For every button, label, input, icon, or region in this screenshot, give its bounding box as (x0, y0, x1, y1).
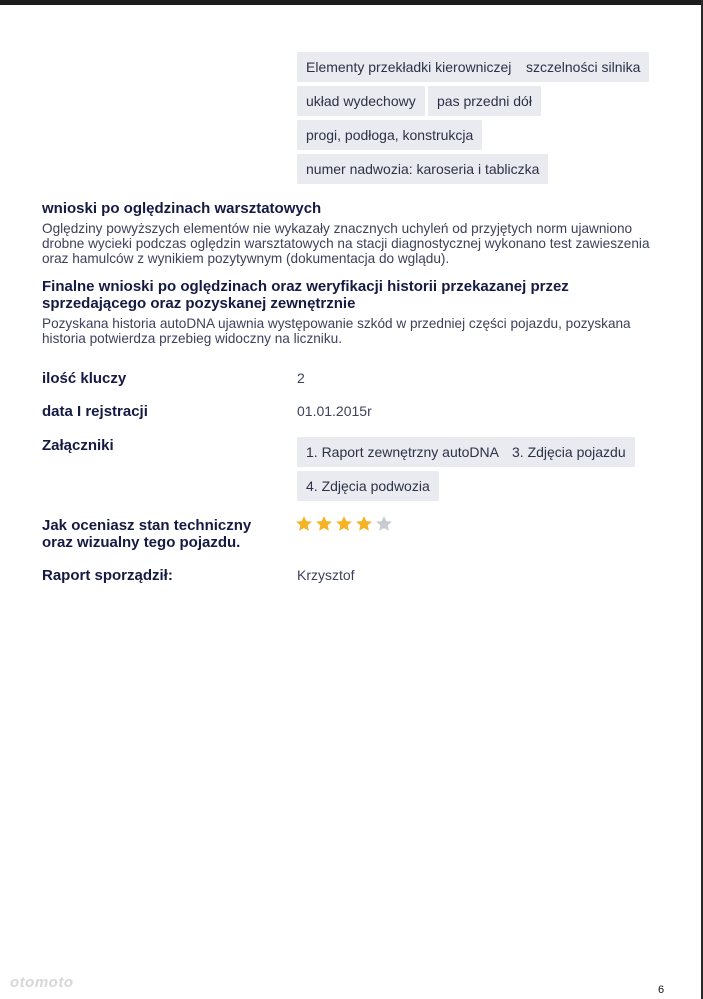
tag-vin-body-plate: numer nadwozia: karoseria i tabliczka (297, 154, 548, 184)
attachment-vehicle-photos[interactable]: 3. Zdjęcia pojazdu (503, 437, 635, 467)
tag-exhaust-system: układ wydechowy (297, 86, 425, 116)
top-border (0, 0, 703, 5)
final-conclusions-text: Pozyskana historia autoDNA ujawnia występowanie szkód w przedniej części pojazdu, pozyskana historia potwierdza przebieg widoczny na liczniku. (42, 316, 631, 346)
keys-value: 2 (297, 370, 305, 386)
keys-label: ilość kluczy (42, 370, 127, 387)
star-filled-icon[interactable] (315, 515, 333, 533)
attachments-label: Załączniki (42, 437, 114, 454)
tag-steering-gear: Elementy przekładki kierowniczej (297, 52, 520, 82)
tag-front-lower-belt: pas przedni dół (428, 86, 541, 116)
star-filled-icon[interactable] (295, 515, 313, 533)
workshop-conclusions-title: wnioski po oględzinach warsztatowych (42, 200, 322, 217)
star-filled-icon[interactable] (335, 515, 353, 533)
workshop-conclusions-text: Oględziny powyższych elementów nie wykazały znacznych uchyleń od przyjętych norm ujawniono drobne wycieki podczas oględzin warsztatowych na stacji diagnostycznej wykonano test zawieszenia oraz hamulców z wynikiem pozytywnym (dokumentacja do wglądu). (42, 221, 650, 266)
page-number: 6 (658, 984, 665, 996)
star-filled-icon[interactable] (355, 515, 373, 533)
registration-label: data I rejstracji (42, 403, 148, 420)
author-label: Raport sporządził: (42, 567, 173, 584)
author-value: Krzysztof (297, 567, 355, 583)
rating-stars (295, 515, 393, 533)
star-empty-icon[interactable] (375, 515, 393, 533)
tag-sills-floor-structure: progi, podłoga, konstrukcja (297, 120, 482, 150)
registration-value: 01.01.2015r (297, 403, 372, 419)
tag-engine-seals: szczelności silnika (517, 52, 649, 82)
rating-label: Jak oceniasz stan techniczny oraz wizualny tego pojazdu. (42, 517, 252, 551)
attachment-underbody-photos[interactable]: 4. Zdjęcia podwozia (297, 471, 439, 501)
attachment-autodna-report[interactable]: 1. Raport zewnętrzny autoDNA (297, 437, 508, 467)
otomoto-watermark: otomoto (10, 974, 74, 991)
final-conclusions-title: Finalne wnioski po oględzinach oraz weryfikacji historii przekazanej przez sprzedającego oraz pozyskanej zewnętrznie (42, 278, 569, 312)
